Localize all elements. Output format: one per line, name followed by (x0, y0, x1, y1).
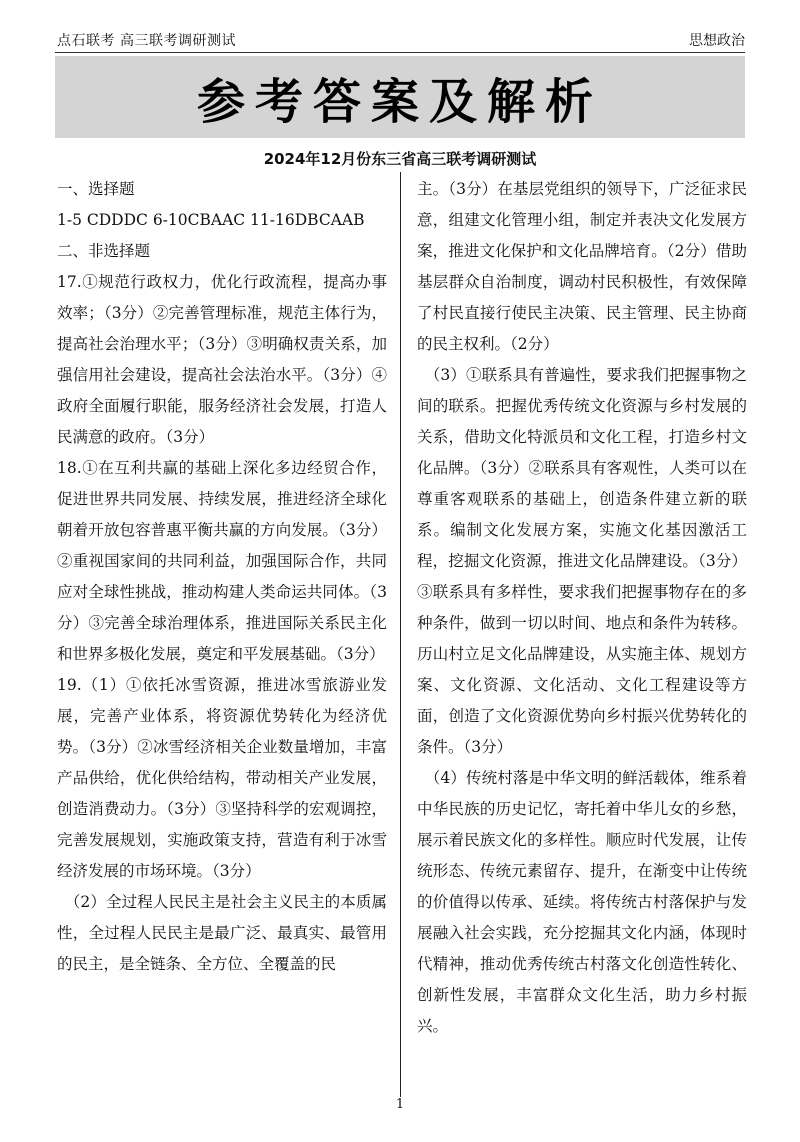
page-number: 1 (395, 1097, 405, 1112)
page-title: 参考答案及解析 (196, 73, 603, 130)
answer-17: 17.①规范行政权力，优化行政流程，提高办事效率；（3分）②完善管理标准，规范主体行为，提高社会治理水平；（3分）③明确权责关系，加强信用社会建设，提高社会法治水平。（3分）④政府全面履行职能，服务经济社会发展，打造人民满意的政府。（3分） (57, 273, 387, 446)
header-subject: 思想政治 (689, 33, 745, 49)
section-heading-nonchoice: 二、非选择题 (57, 242, 151, 260)
column-divider (400, 172, 401, 1097)
header-rule (55, 52, 745, 53)
choice-answers: 1-5 CDDDC 6-10CBAAC 11-16DBCAAB (57, 211, 365, 229)
answer-19-1: 19.（1）①依托冰雪资源，推进冰雪旅游业发展，完善产业体系，将资源优势转化为经济优势。（3分）②冰雪经济相关企业数量增加，丰富产品供给，优化供给结构，带动相关产业发展，创造消费动力。（3分）③坚持科学的宏观调控，完善发展规划，实施政策支持，营造有利于冰雪经济发展的市场环境。（3分） (57, 676, 387, 880)
left-column (57, 174, 387, 980)
answer-19-4: （4）传统村落是中华文明的鲜活载体，维系着中华民族的历史记忆，寄托着中华儿女的乡愁，展示着民族文化的多样性。顺应时代发展，让传统形态、传统元素留存、提升，在渐变中让传统的价值得以传承、延续。将传统古村落保护与发展融入社会实践，充分挖掘其文化内涵，体现时代精神，推动优秀传统古村落文化创造性转化、创新性发展，丰富群众文化生活，助力乡村振兴。 (417, 769, 747, 1035)
exam-subtitle: 2024年12月份东三省高三联考调研测试 (263, 150, 537, 168)
section-heading-choice: 一、选择题 (57, 180, 135, 198)
right-column (417, 174, 747, 1042)
answer-19-3: （3）①联系具有普遍性，要求我们把握事物之间的联系。把握优秀传统文化资源与乡村发展的关系，借助文化特派员和文化工程，打造乡村文化品牌。（3分）②联系具有客观性，人类可以在尊重客观联系的基础上，创造条件建立新的联系。编制文化发展方案，实施文化基因激活工程，挖掘文化资源，推进文化品牌建设。（3分）③联系具有多样性，要求我们把握事物存在的多种条件，做到一切以时间、地点和条件为转移。历山村立足文化品牌建设，从实施主体、规划方案、文化资源、文化活动、文化工程建设等方面，创造了文化资源优势向乡村振兴优势转化的条件。（3分） (417, 366, 747, 756)
answer-19-2-cont: 主。（3分）在基层党组织的领导下，广泛征求民意，组建文化管理小组，制定并表决文化发展方案，推进文化保护和文化品牌培育。（2分）借助基层群众自治制度，调动村民积极性，有效保障了村民直接行使民主决策、民主管理、民主协商的民主权利。（2分） (417, 180, 747, 353)
answer-18: 18.①在互利共赢的基础上深化多边经贸合作，促进世界共同发展、持续发展，推进经济全球化朝着开放包容普惠平衡共赢的方向发展。（3分）②重视国家间的共同利益，加强国际合作，共同应对全球性挑战，推动构建人类命运共同体。（3分）③完善全球治理体系，推进国际关系民主化和世界多极化发展，奠定和平发展基础。（3分） (57, 459, 387, 663)
header-exam-name: 点石联考 高三联考调研测试 (57, 33, 236, 49)
title-banner (55, 56, 745, 138)
answer-19-2-start: （2）全过程人民民主是社会主义民主的本质属性，全过程人民民主是最广泛、最真实、最管用的民主，是全链条、全方位、全覆盖的民 (57, 893, 387, 973)
